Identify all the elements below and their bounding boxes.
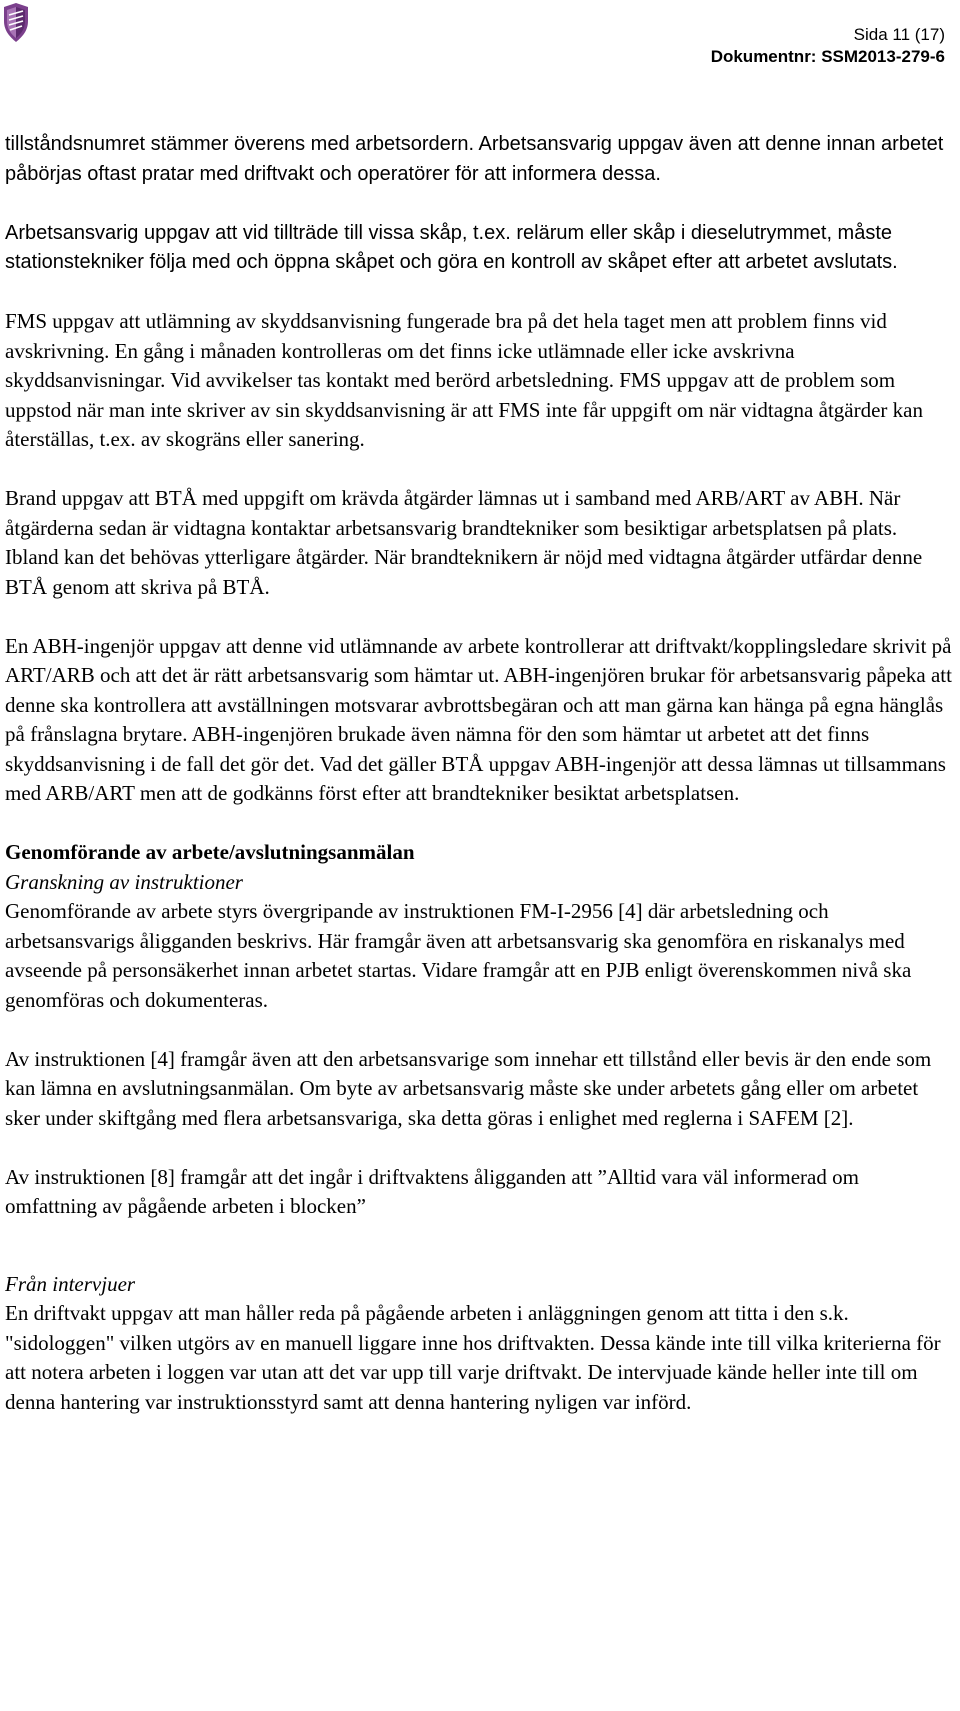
page-number: Sida 11 (17) <box>853 25 945 44</box>
paragraph-1: tillståndsnumret stämmer överens med arbetsordern. Arbetsansvarig uppgav även att denne innan arbetet påbörjas oftast pratar med driftvakt och operatörer för att informera dessa. <box>5 133 944 185</box>
section-subheading: Granskning av instruktioner <box>5 869 243 894</box>
paragraph-4: Brand uppgav att BTÅ med uppgift om krävda åtgärder lämnas ut i samband med ARB/ART av ABH. När åtgärderna sedan är vidtagna kontaktar arbetsansvarig brandtekniker som besiktigar arbetsplatsen på plats. Ibland kan det behövas ytterligare åtgärder. När brandteknikern är nöjd med vidtagna åtgärder utfärdar denne BTÅ genom att skriva på BTÅ. <box>5 486 923 599</box>
paragraph-8: Av instruktionen [8] framgår att det ingår i driftvaktens åligganden att ”Alltid vara väl informerad om omfattning av pågående arbeten i blocken” <box>5 1164 859 1218</box>
section-subheading-interviews: Från intervjuer <box>5 1271 136 1296</box>
paragraph-3: FMS uppgav att utlämning av skyddsanvisning fungerade bra på det hela taget men att problem finns vid avskrivning. En gång i månaden kontrolleras om det finns icke utlämnade eller icke avskrivna skyddsanvisningar. Vid avvikelser tas kontakt med berörd arbetsledning. FMS uppgav att de problem som uppstod när man inte skriver av sin skyddsanvisning är att FMS inte får uppgift om när vidtagna åtgärder kan återställas, t.ex. av skogräns eller sanering. <box>5 309 923 451</box>
paragraph-5: En ABH-ingenjör uppgav att denne vid utlämnande av arbete kontrollerar att driftvakt/kopplingsledare skrivit på ART/ARB och att det är rätt arbetsansvarig som hämtar ut. ABH-ingenjören brukar för arbetsansvarig påpeka att denne ska kontrollera att avställningen motsvarar avbrottsbegäran och att man gärna kan hänga på egna hänglås på frånslagna brytare. ABH-ingenjören brukade även nämna för den som hämtar ut arbetet att det finns skyddsanvisning i de fall det gör det. Vad det gäller BTÅ uppgav ABH-ingenjör att dessa lämnas ut tillsammans med ARB/ART men att de godkänns först efter att brandtekniker besiktat arbetsplatsen. <box>5 633 952 805</box>
document-number: Dokumentnr: SSM2013-279-6 <box>710 47 945 66</box>
paragraph-6: Genomförande av arbete styrs övergripande av instruktionen FM-I-2956 [4] där arbetsledning och arbetsansvarigs åligganden beskrivs. Här framgår även att arbetsansvarig ska genomföra en riskanalys med avseende på personsäkerhet innan arbetet startas. Vidare framgår att en PJB enligt överenskommen nivå ska genomföras och dokumenteras. <box>5 899 912 1012</box>
document-body <box>5 130 955 1417</box>
paragraph-7: Av instruktionen [4] framgår även att den arbetsansvarige som innehar ett tillstånd eller bevis är den ende som kan lämna en avslutningsanmälan. Om byte av arbetsansvarig måste ske under arbetets gång eller om arbetet sker under skiftgång med flera arbetsansvariga, ska detta göras i enlighet med reglerna i SAFEM [2]. <box>5 1046 932 1130</box>
paragraph-9: En driftvakt uppgav att man håller reda på pågående arbeten i anläggningen genom att titta i den s.k. "sidologgen" vilken utgörs av en manuell liggare inne hos driftvakten. Dessa kände inte till vilka kriterierna för att notera arbeten i loggen var utan att det var upp till varje driftvakt. De intervjuade kände heller inte till om denna hantering var instruktionsstyrd samt att denna hantering nyligen var införd. <box>5 1301 941 1414</box>
ssm-shield-logo-icon <box>2 3 30 43</box>
section-heading: Genomförande av arbete/avslutningsanmälan <box>5 840 415 864</box>
page-header <box>711 24 945 68</box>
paragraph-2: Arbetsansvarig uppgav att vid tillträde till vissa skåp, t.ex. relärum eller skåp i dieselutrymmet, måste stationstekniker följa med och öppna skåpet och göra en kontroll av skåpet efter att arbetet avslutats. <box>5 221 898 273</box>
